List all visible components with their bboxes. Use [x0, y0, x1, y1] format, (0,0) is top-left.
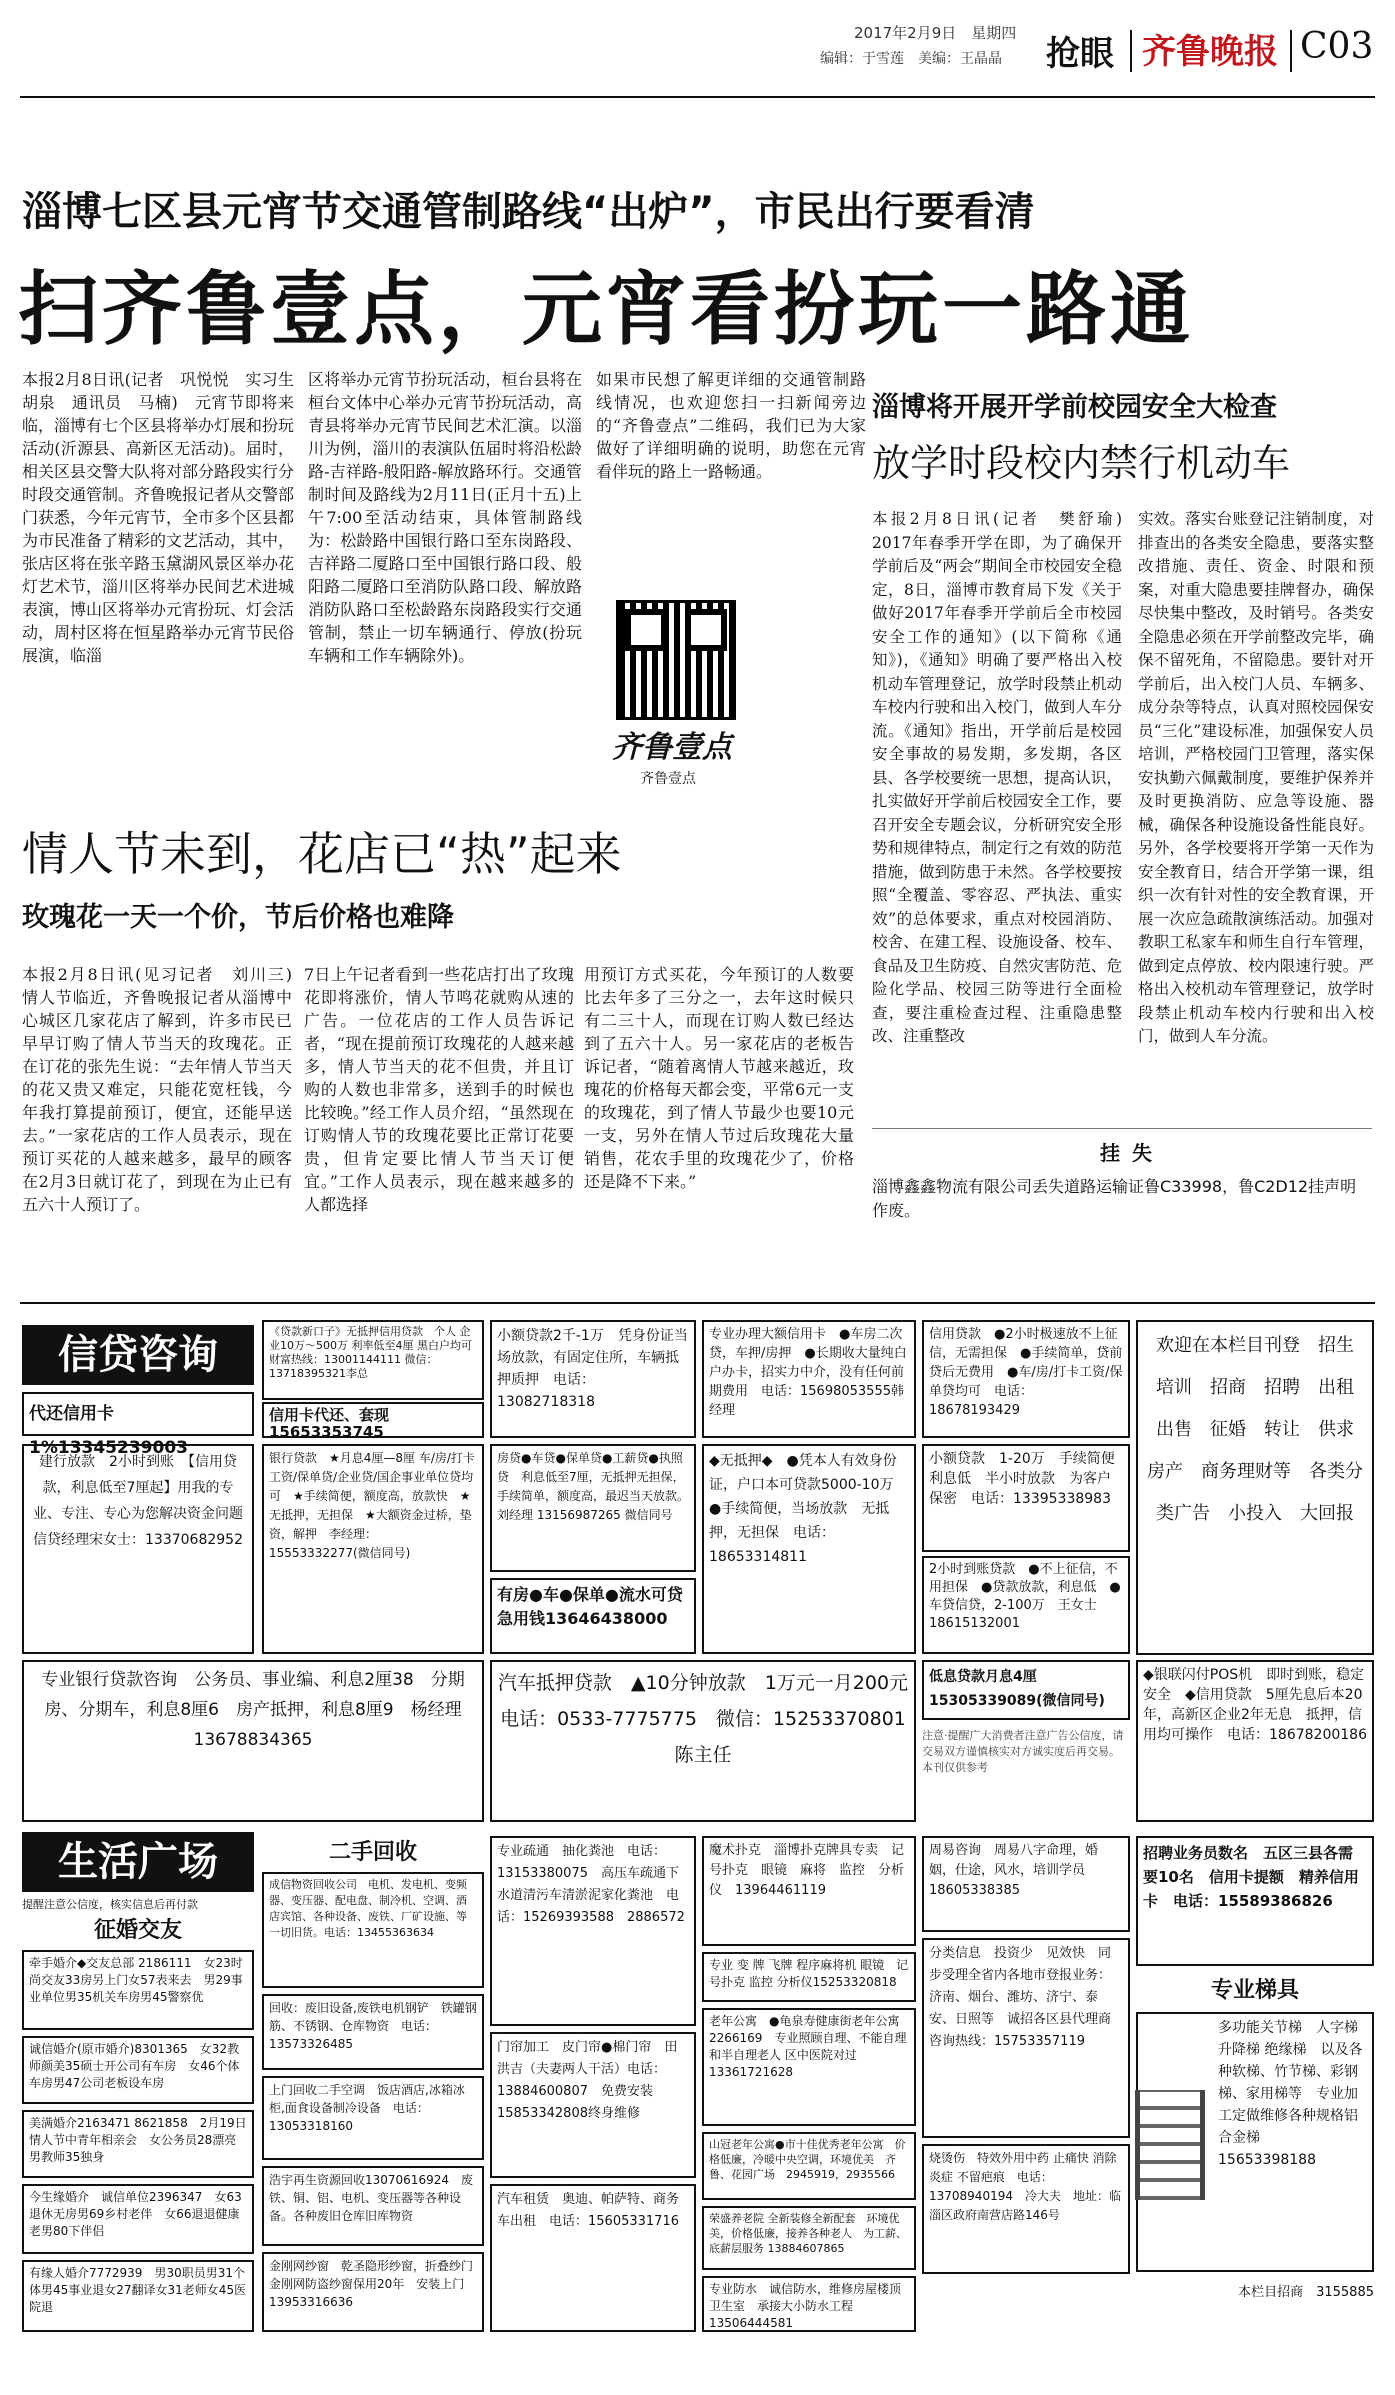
- ad-door-curtain: 门帘加工 皮门帘●棉门帘 田洪吉（夫妻两人干活）电话：13884600807 免费安装15853342808终身维修: [490, 2032, 696, 2178]
- lead-column-1: 本报2月8日讯(记者 巩悦悦 实习生 胡泉 通讯员 马楠) 元宵节即将来临，淄博有七个区县将举办灯展和扮玩活动(沂源县、高新区无活动)。届时，相关区县交警大队将对部分路段实行分时段交通管制。齐鲁晚报记者从交警部门获悉，今年元宵节，全市多个区县都为市民准备了精彩的文艺活动，其中，张店区将在张辛路玉黛湖风景区举办花灯艺术节，淄川区将举办民间艺术进城表演，博山区将举办元宵扮玩、灯会活动，周村区将在恒星路举办元宵节民俗展演，临淄: [22, 370, 311, 665]
- ad-ladder: 多功能关节梯 人字梯 升降梯 绝缘梯 以及各种软梯、竹节梯、彩钢梯、家用梯等 专业加工定做维修各种规格铝合金梯 15653398188: [1136, 2012, 1374, 2272]
- ad-recycle-2: 回收：废旧设备,废铁电机钢铲 铁罐钢筋、不锈钢、仓库物资 电话：13573326485: [262, 1994, 484, 2070]
- ad-bank-consult: 专业银行贷款咨询 公务员、事业编、利息2厘38 分期房、分期车，利息8厘6 房产抵押，利息8厘9 杨经理 13678834365: [22, 1660, 484, 1822]
- ad-urgent-cash: 有房●车●保单●流水可贷 急用钱13646438000: [490, 1578, 696, 1654]
- ad-small-loan: 小额贷款2千-1万 凭身份证当场放款，有固定住所，车辆抵押质押 电话：13082718318: [490, 1320, 696, 1438]
- lost-notice-title: 挂失: [1100, 1141, 1164, 1165]
- life-sub: 征婚交友: [93, 1918, 182, 1943]
- ad-bank-loan: 银行贷款 ★月息4厘—8厘 车/房/打卡工资/保单贷/企业贷/国企事业单位贷均可 ★手续简便，额度高，放款快 ★无抵押，无担保 ★大额资金过桥，垫资，解押 李经理：15553332277(微信同号): [262, 1444, 484, 1654]
- ad-poker-2: 专业 变 牌 飞牌 程序麻将机 眼镜 记号扑克 监控 分析仪15253320818: [702, 1952, 916, 2002]
- ad-recruit: 招聘业务员数名 五区三县各需要10名 信用卡提额 精养信用卡 电话：15589386826: [1136, 1836, 1374, 1966]
- ad-no-collateral: ◆无抵押◆ ●凭本人有效身份证，户口本可贷款5000-10万 ●手续简便，当场放款 无抵押，无担保 电话：18653314811: [702, 1444, 916, 1654]
- lead-column-2: 区将举办元宵节扮玩活动，桓台县将在桓台文体中心举办元宵节扮玩活动，高青县将举办元宵节民间艺术汇演。以淄川为例，淄川的表演队伍届时将沿松龄路-吉祥路-般阳路-解放路环行。交通管制时间及路线为2月11日(正月十五)上午7:00至活动结束，具体管制路线为：松龄路中国银行路口至东岗路段、吉祥路二厦路口至中国银行路口段、般阳路二厦路口至消防队路口段、解放路消防队路口至松龄路东岗路段实行交通管制，禁止一切车辆通行、停放(扮玩车辆和工作车辆除外)。: [308, 370, 582, 665]
- recycle-heading: 二手回收: [328, 1840, 417, 1865]
- ad-welcome: 欢迎在本栏目刊登 招生 培训 招商 招聘 出租 出售 征婚 转让 供求 房产 商务理财等 各类分类广告 小投入 大回报: [1136, 1320, 1374, 1655]
- ad-car-rental: 汽车租赁 奥迪、帕萨特、商务车出租 电话：15605331716: [490, 2184, 696, 2332]
- section-title: 抢眼: [1046, 34, 1114, 74]
- ad-elder-home-2: 山冠老年公寓●市十佳优秀老年公寓 价格低廉，冷暖中央空调，环境优美 齐鲁、花园广场 2945919，2935566: [702, 2132, 916, 2200]
- ad-ccb-loan: 建行放款 2小时到账 【信用贷款，利息低至7厘起】用我的专业、专注、专心为您解决资金问题 信贷经理宋女士：13370682952: [22, 1444, 254, 1654]
- ladder-icon: [1135, 2090, 1205, 2200]
- credit-sub-ad: 代还信用卡1%13345239003: [22, 1392, 254, 1436]
- ad-big-credit-card: 专业办理大额信用卡 ●车房二次贷，车押/房押 ●长期收大量纯白户办卡，招实力中介，没有任何前期费用 电话：15698053555韩经理: [702, 1320, 916, 1438]
- ad-classified-info: 分类信息 投资少 见效快 同步受理全省内各地市登报业务：济南、烟台、潍坊、济宁、泰安、日照等 诚招各区县代理商 咨询热线：15753357119: [922, 1938, 1130, 2138]
- ad-match-2: 诚信婚介(原市婚介)8301365 女32教师颜美35硕士开公司有车房 女46个体车房男47公司老板设车房: [22, 2036, 254, 2104]
- valentine-headline: 情人节未到，花店已“热”起来: [22, 827, 622, 881]
- qr-code[interactable]: [616, 600, 736, 720]
- ad-recycle-3: 浩宇再生资源回收13070616924 废铁、铜、铝、电机、变压器等各种设备。各种废旧仓库旧库物资: [262, 2166, 484, 2246]
- lost-notice-rule: [872, 1128, 1372, 1129]
- ad-pos-machine: ◆银联闪付POS机 即时到账，稳定安全 ◆信用贷款 5厘先息后本20年，高新区企业2年无息 抵押，信用均可操作 电话：18678200186: [1136, 1660, 1374, 1822]
- ad-notice: 注意·提醒广大消费者注意广告公信度，请交易双方谨慎核实对方诚实度后再交易。本刊仅供参考: [922, 1729, 1124, 1774]
- ad-match-3: 美满婚介2163471 8621858 2月19日情人节中青年相亲会 女公务员28漂亮男教师35独身: [22, 2110, 254, 2178]
- ad-recycle-1: 成信物资回收公司 电机、发电机、变频器、变压器、配电盘、制冷机、空调、酒店宾馆、各种设备、废铁、厂矿设施、等一切旧货。电话：13455363634: [262, 1872, 484, 1988]
- ad-car-mortgage: 汽车抵押贷款 ▲10分钟放款 1万元一月200元 电话：0533-7775775 微信：15253370801陈主任: [490, 1660, 916, 1822]
- header-divider: [1290, 30, 1292, 72]
- page-number: C03: [1300, 26, 1374, 67]
- ad-micro-loan: 小额贷款 1-20万 手续简便 利息低 半小时放款 为客户保密 电话：13395338983: [922, 1444, 1130, 1552]
- qr-caption: 齐鲁壹点: [640, 771, 696, 787]
- life-banner: 生活广场: [22, 1832, 254, 1892]
- ad-poker: 魔术扑克 淄博扑克牌具专卖 记号扑克 眼镜 麻将 监控 分析仪 13964461119: [702, 1836, 916, 1946]
- ad-elder-home-3: 荣盛养老院 全新装修全新配套 环境优美，价格低廉，接养各种老人 为工薪、底薪层服务 13884607865: [702, 2206, 916, 2270]
- ad-burn-treatment: 烧烫伤 特效外用中药 止痛快 消除炎症 不留疤痕 电话：13708940194 冷大夫 地址：临淄区政府南营店路146号: [922, 2144, 1130, 2274]
- valentine-column-2: 7日上午记者看到一些花店打出了玫瑰花即将涨价，情人节鸣花就购从速的广告。一位花店的工作人员告诉记者，“现在提前预订玫瑰花的人越来越多，情人节当天的花不但贵，并且订购的人数也非常多，送到手的时候也比较晚。”经工作人员介绍，“虽然现在订购情人节的玫瑰花要比正常订花要贵，但肯定要比情人节当天订便宜。”工作人员表示，现在越来越多的人都选择: [304, 965, 574, 1214]
- ad-loan-new: 《贷款新口子》无抵押信用贷款 个人 企业10万～500万 利率低至4厘 黑白户均可 财富热线：13001144111 微信：13718395321李总: [262, 1320, 484, 1400]
- school-headline: 放学时段校内禁行机动车: [872, 441, 1291, 485]
- ad-match-4: 今生缘婚介 诚信单位2396347 女63退休无房男69乡村老伴 女66退退健康老男80下伴侣: [22, 2184, 254, 2254]
- ad-card-repay: 信用卡代还、套现15653353745: [262, 1402, 484, 1438]
- ad-dredging: 专业疏通 抽化粪池 电话：13153380075 高压车疏通下水道清污车清淤泥家化粪池 电话：15269393588 2886572: [490, 1836, 696, 2026]
- ad-waterproof: 专业防水 诚信防水，维修房屋楼顶卫生室 承接大小防水工程13506444581: [702, 2276, 916, 2332]
- ad-2h-loan: 2小时到账贷款 ●不上征信，不用担保 ●贷款放款，利息低 ●车贷信贷，2-100万 王女士 18615132001: [922, 1556, 1130, 1654]
- ad-credit-loan: 信用贷款 ●2小时极速放不上征信，无需担保 ●手续简单，贷前贷后无费用 ●车/房/打卡工资/保单贷均可 电话：18678193429: [922, 1320, 1130, 1438]
- issue-date: 2017年2月9日 星期四: [854, 24, 1017, 42]
- lead-kicker: 淄博七区县元宵节交通管制路线“出炉”，市民出行要看清: [22, 189, 1035, 235]
- ad-house-car-loan: 房贷●车贷●保单贷●工薪贷●执照贷 利息低至7厘，无抵押无担保，手续简单，额度高，最迟当天放款。刘经理 13156987265 微信同号: [490, 1444, 696, 1572]
- lead-column-3: 如果市民想了解更详细的交通管制路线情况，也欢迎您扫一扫新闻旁边的“齐鲁壹点”二维码，我们已为大家做好了详细明确的说明，助您在元宵看伴玩的路上一路畅通。: [596, 370, 866, 481]
- school-kicker: 淄博将开展开学前校园安全大检查: [872, 392, 1277, 423]
- header-divider: [1130, 30, 1132, 72]
- school-column-2: 实效。落实台账登记注销制度，对排查出的各类安全隐患，要落实整改措施、责任、资金、时限和预案，对重大隐患要挂牌督办，确保尽快集中整改，及时销号。各类安全隐患必须在开学前整改完毕，确保不留死角，不留隐患。要针对开学前后，出入校门人员、车辆多、成分杂等特点，认真对照校园保安员“三化”建设标准，加强保安人员培训，严格校园门卫管理，落实保安执勤六佩戴制度，要维护保养并及时更换消防、应急等设施、器械，确保各种设施设备性能良好。另外，各学校要将开学第一天作为安全教育日，结合开学第一课，组织一次有针对性的安全教育课，开展一次应急疏散演练活动。加强对教职工私家车和师生自行车管理，做到定点停放、校内限速行驶。严格出入校机动车管理登记，放学时段禁止机动车校内行驶和出入校门，做到人车分流。: [1138, 510, 1374, 1045]
- valentine-subheadline: 玫瑰花一天一个价，节后价格也难降: [22, 902, 454, 933]
- header-rule: [20, 96, 1375, 98]
- ad-recycle-ac: 上门回收二手空调 饭店酒店,冰箱冰柜,面食设备制冷设备 电话：13053318160: [262, 2076, 484, 2160]
- ad-match-1: 牵手婚介◆交友总部 2186111 女23时尚交友33房另上门女57表来去 男29事业单位男35机关车房男45警察优: [22, 1950, 254, 2030]
- editor-credits: 编辑：于雪莲 美编：王晶晶: [820, 51, 1002, 67]
- lead-headline: 扫齐鲁壹点，元宵看扮玩一路通: [18, 262, 1194, 356]
- life-note: 提醒注意公信度，核实信息后再付款: [22, 1898, 198, 1911]
- newspaper-logo: 齐鲁晚报: [1142, 32, 1278, 72]
- credit-banner: 信贷咨询: [22, 1325, 254, 1385]
- ad-elder-home-1: 老年公寓 ●龟泉寿健康街老年公寓 2266169 专业照顾自理、不能自理和半自理老人 区中医院对过 13361721628: [702, 2008, 916, 2126]
- valentine-column-1: 本报2月8日讯(见习记者 刘川三) 情人节临近，齐鲁晚报记者从淄博中心城区几家花店了解到，许多市民已早早订购了情人节当天的玫瑰花。正在订花的张先生说：“去年情人节当天的花又贵又难定，只能花宽枉钱，今年我打算提前预订，便宜，还能早送去。”一家花店的工作人员表示，现在预订买花的人越来越多，最早的顾客在2月3日就订花了，到现在为止已有五六十人预订了。: [22, 965, 309, 1214]
- ladder-heading: 专业梯具: [1210, 1978, 1299, 2003]
- school-column-1: 本报2月8日讯(记者 樊舒瑜) 2017年春季开学在即，为了确保开学前后及“两会”期间全市校园安全稳定，8日，淄博市教育局下发《关于做好2017年春季开学前后全市校园安全工作的通知》(以下简称《通知》)，《通知》明确了要严格出入校机动车管理登记，放学时段禁止机动车校内行驶和出入校门，做到人车分流。《通知》指出，开学前后是校园安全事故的易发期，多发期，各区县、各学校要统一思想，提高认识，扎实做好开学前后校园安全工作，要召开安全专题会议，分析研究安全形势和规律特点，制定行之有效的防范措施，做到防患于未然。各学校要按照“全覆盖、零容忍、严执法、重实效”的总体要求，重点对校园消防、校舍、在建工程、设施设备、校车、食品及卫生防疫、自然灾害防范、危险化学品、校园三防等进行全面检查，要注重检查过程、注重隐患整改、注重整改: [872, 510, 1138, 1045]
- classified-rule: [20, 1302, 1375, 1304]
- ad-low-interest: 低息贷款月息4厘 15305339089(微信同号): [922, 1660, 1130, 1720]
- ad-zhouyi: 周易咨询 周易八字命理，婚姻，仕途，风水，培训学员 18605338385: [922, 1836, 1130, 1932]
- ad-invite: 本栏目招商 3155885: [1238, 2285, 1374, 2300]
- qr-logo: 齐鲁壹点: [612, 730, 732, 765]
- lost-notice-body: 淄博鑫鑫物流有限公司丢失道路运输证鲁C33998，鲁C2D12挂声明作废。: [872, 1177, 1357, 1220]
- ad-screen-window: 金刚网纱窗 乾圣隐形纱窗，折叠纱门 金刚网防盗纱窗保用20年 安装上门 13953316636: [262, 2252, 484, 2332]
- valentine-column-3: 用预订方式买花，今年预订的人数要比去年多了三分之一，去年这时候只有二三十人，而现在订购人数已经达到了五六十人。另一家花店的老板告诉记者，“随着离情人节越来越近，玫瑰花的价格每天都会变，平常6元一支的玫瑰花，到了情人节最少也要10元一支，另外在情人节过后玫瑰花大量销售，花农手里的玫瑰花少了，价格还是降不下来。”: [584, 965, 854, 1191]
- ad-match-5: 有缘人婚介7772939 男30职员男31个体男45事业退女27翻译女31老师女45医院退: [22, 2260, 254, 2332]
